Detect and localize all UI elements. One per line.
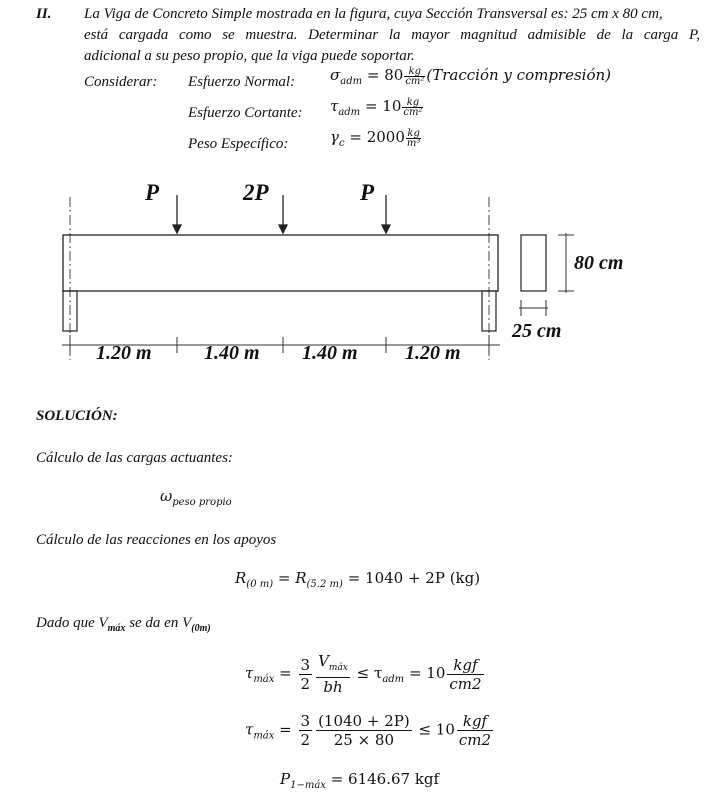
step-1-text: Cálculo de las cargas actuantes: bbox=[36, 450, 233, 466]
load-arrowhead-2 bbox=[279, 225, 287, 233]
solution-title: SOLUCIÓN: bbox=[36, 408, 118, 424]
load-label-2: 2P bbox=[243, 180, 269, 205]
considerar-label: Considerar: bbox=[84, 74, 158, 90]
eq3-v-sub: máx bbox=[328, 663, 348, 673]
shear-unit-num: kg bbox=[402, 98, 423, 108]
specific-weight-formula: $\gamma_c = 2000$ $\frac{kg}{\text{m³}}$ bbox=[330, 127, 421, 149]
problem-number: II. bbox=[36, 6, 52, 22]
eq3-coef-den: 2 bbox=[300, 674, 311, 693]
load-label-1: P bbox=[145, 180, 160, 205]
equation-shear-2: $\tau_{máx}$ = $\frac{3}{2}$ $\frac{(1040 + 2P)}{25 \times 80}$ ≤ 10 kgf cm2 bbox=[245, 712, 492, 749]
step-3-text bbox=[36, 613, 211, 639]
eq4-coef-num: 3 bbox=[300, 712, 311, 730]
specific-weight-label: Peso Específico: bbox=[188, 136, 289, 152]
shear-stress-value: 10 bbox=[382, 97, 402, 115]
span-label-1: 1.20 m bbox=[96, 342, 152, 364]
normal-unit-den: cm² bbox=[405, 75, 425, 87]
eq3-limit: = 10 bbox=[408, 664, 446, 682]
step-3-sub-1: máx bbox=[107, 623, 126, 634]
specific-weight-value: 2000 bbox=[366, 128, 405, 146]
eq4-limit: ≤ 10 bbox=[418, 720, 455, 739]
span-label-3: 1.40 m bbox=[302, 342, 358, 364]
statement-line-1: La Viga de Concreto Simple mostrada en la figura, cuya Sección Transversal es: 25 cm x 80 cm, bbox=[84, 6, 663, 22]
eq4-den: 25 × 80 bbox=[333, 731, 395, 749]
weight-unit-num: kg bbox=[407, 127, 420, 139]
tau-adm-sub: adm bbox=[382, 674, 405, 685]
shear-stress-formula: $\tau_{adm} = 10$ $\frac{kg}{\text{cm²}}$ bbox=[330, 96, 423, 118]
step-3-part-2: se da en V bbox=[125, 615, 192, 631]
tau-max-sub-1: máx bbox=[253, 674, 275, 685]
eq4-unit-den: cm2 bbox=[458, 731, 492, 749]
reaction-rhs: = 1040 + 2P (kg) bbox=[347, 569, 481, 587]
statement-line-3: adicional a su peso propio, que la viga puede soportar. bbox=[84, 48, 415, 64]
shear-unit-den: cm² bbox=[403, 106, 423, 118]
eq3-den: bh bbox=[323, 678, 343, 696]
normal-stress-formula: $\sigma_{adm} = 80$ $\frac{kg}{\text{cm²}}$ (Tracción y compresión) bbox=[330, 65, 612, 87]
load-arrowhead-3 bbox=[382, 225, 390, 233]
cross-section bbox=[521, 235, 546, 291]
height-dimension bbox=[558, 233, 574, 293]
eq3-unit-num: kgf bbox=[447, 656, 483, 675]
normal-note: (Tracción y compresión) bbox=[426, 66, 612, 84]
equation-result: $P_{1-máx} = 6146.67$ kgf bbox=[280, 770, 440, 791]
eq4-num: (1040 + 2P) bbox=[318, 712, 410, 730]
beam bbox=[63, 235, 498, 291]
step-3-part-1: Dado que V bbox=[36, 615, 108, 631]
problem-statement bbox=[84, 4, 700, 67]
width-dimension bbox=[519, 300, 548, 316]
reaction-left-sub: (0 m) bbox=[246, 579, 274, 590]
weight-unit-den: m³ bbox=[406, 137, 421, 149]
section-width-label: 25 cm bbox=[512, 320, 562, 342]
span-label-4: 1.20 m bbox=[405, 342, 461, 364]
eq3-le-tau: ≤ τ bbox=[356, 664, 383, 682]
section-height-label: 80 cm bbox=[574, 252, 624, 274]
p-max-sub: 1−máx bbox=[290, 780, 326, 791]
eq4-coef-den: 2 bbox=[300, 731, 311, 749]
eq3-unit-den: cm2 bbox=[449, 674, 482, 693]
step-2-text: Cálculo de las reacciones en los apoyos bbox=[36, 532, 277, 548]
equation-reactions: $R_{(0 m)} = R_{(5.2 m)} = 1040 + 2P$ (kg) bbox=[235, 569, 481, 590]
reaction-right-sub: (5.2 m) bbox=[306, 579, 343, 590]
shear-stress-label: Esfuerzo Cortante: bbox=[188, 105, 303, 121]
normal-unit-num: kg bbox=[404, 67, 425, 77]
normal-stress-value: 80 bbox=[384, 66, 404, 84]
omega-subscript: peso propio bbox=[172, 497, 232, 508]
span-label-2: 1.40 m bbox=[204, 342, 260, 364]
tau-max-sub-2: máx bbox=[253, 730, 275, 742]
equation-self-weight: $\omega_{peso propio}$ bbox=[160, 487, 232, 508]
statement-line-2: está cargada como se muestra. Determinar la mayor magnitud admisible de la carga P, bbox=[84, 27, 700, 43]
result-rhs: = 6146.67 kgf bbox=[330, 770, 440, 788]
load-arrowhead-1 bbox=[173, 225, 181, 233]
eq3-coef-num: 3 bbox=[300, 655, 311, 674]
eq4-unit-num: kgf bbox=[457, 712, 493, 731]
step-3-sub-2: (0m) bbox=[191, 623, 211, 634]
normal-stress-label: Esfuerzo Normal: bbox=[188, 74, 296, 90]
load-label-3: P bbox=[360, 180, 375, 205]
equation-shear-1: $\tau_{máx}$ = $\frac{3}{2}$ $V_{máx}$ bh ≤ $\tau_{adm} = 10$ kgf cm2 bbox=[245, 652, 482, 696]
